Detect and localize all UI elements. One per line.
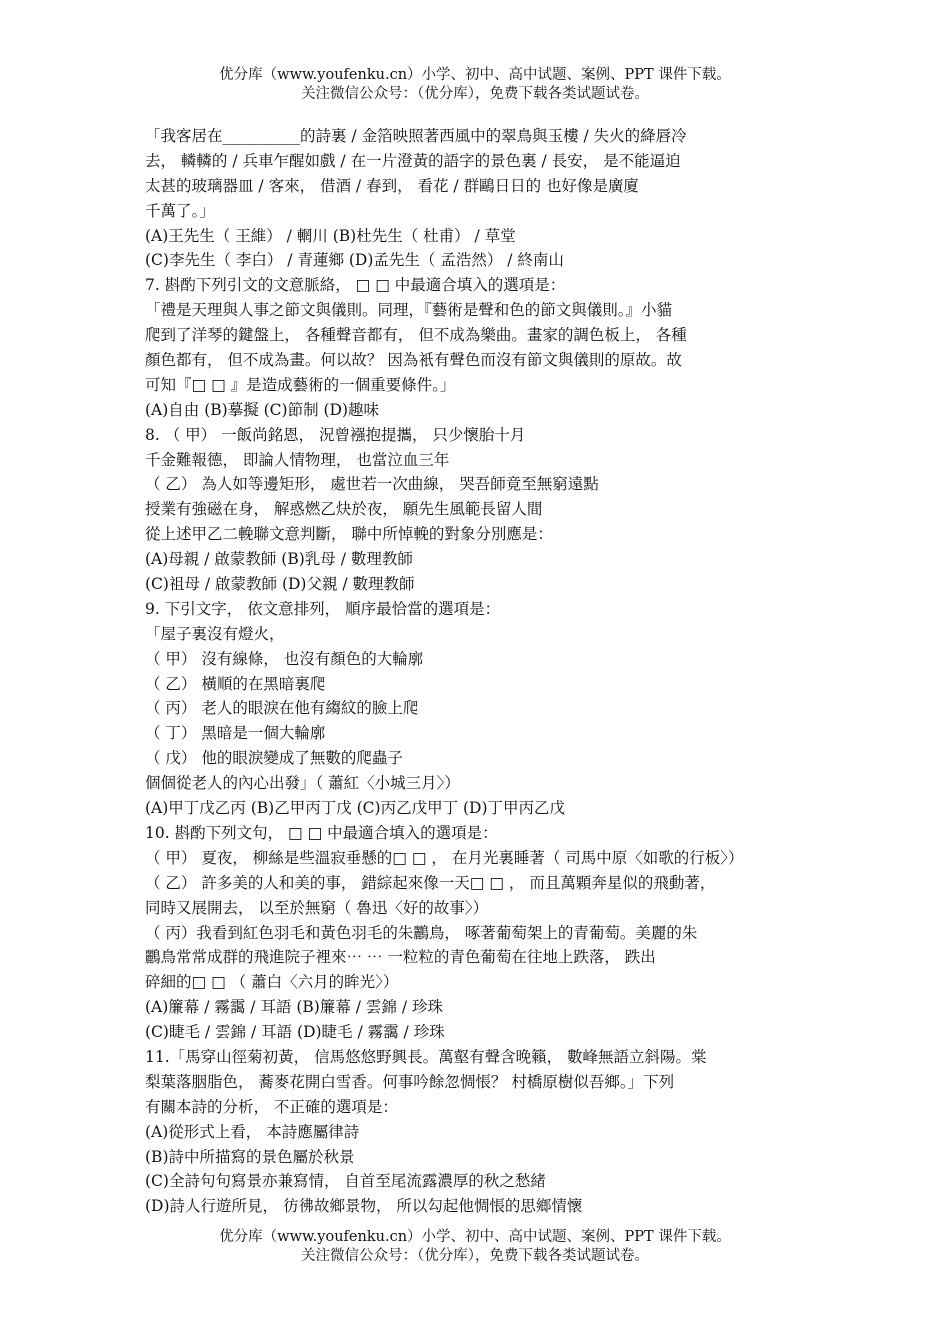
text-line: （ 丙） 老人的眼淚在他有縐紋的臉上爬 (145, 699, 419, 718)
text-line: 太甚的玻璃器皿 / 客來， 借酒 / 春到， 看花 / 群鷗日日的 也好像是廣廈 (145, 176, 640, 195)
text-line: （ 戊） 他的眼淚變成了無數的爬蟲子 (145, 749, 403, 768)
option-line: (C)李先生（ 李白） / 青蓮鄉 (D)孟先生（ 孟浩然） / 終南山 (145, 251, 564, 270)
option-line: (C)全詩句句寫景亦兼寫情， 自首至尾流露濃厚的秋之愁緒 (145, 1172, 546, 1191)
text-line: 梨葉落胭脂色， 蕎麥花開白雪香。何事吟餘忽惆悵？ 村橋原樹似吾鄉。」下列 (145, 1072, 675, 1091)
text-line: （ 丁） 黑暗是一個大輪廓 (145, 724, 326, 743)
text-line: 授業有強磁在身， 解惑燃乙炔於夜， 願先生風範長留人間 (145, 500, 543, 519)
option-line: (B)詩中所描寫的景色屬於秋景 (145, 1147, 355, 1166)
text-line: 千萬了。」 (145, 201, 215, 220)
text-line: 鸝鳥常常成群的飛進院子裡來⋯ ⋯ 一粒粒的青色葡萄在往地上跌落， 跌出 (145, 948, 656, 967)
text-line: （ 乙） 橫順的在黑暗裏爬 (145, 674, 326, 693)
header-line-1: 优分库（www.youfenku.cn）小学、初中、高中试题、案例、PPT 课件下载。 (219, 67, 731, 83)
question-7: 7. 斟酌下列引文的文意脈絡， □ □ 中最適合填入的選項是： (145, 276, 566, 295)
option-line: (A)母親 / 啟蒙教師 (B)乳母 / 數理教師 (145, 550, 413, 569)
option-line: (A)甲丁戊乙丙 (B)乙甲丙丁戊 (C)丙乙戊甲丁 (D)丁甲丙乙戊 (145, 799, 566, 818)
header-line-2: 关注微信公众号：（优分库），免费下载各类试题试卷。 (301, 86, 649, 102)
text-line: （ 乙） 許多美的人和美的事， 錯綜起來像一天□ □ ， 而且萬顆奔星似的飛動著， (145, 873, 716, 892)
text-line: 去， 轔轔的 / 兵車乍醒如戲 / 在一片澄黃的語字的景色裏 / 長安， 是不能逼迫 (145, 151, 681, 170)
option-line: (C)祖母 / 啟蒙教師 (D)父親 / 數理教師 (145, 575, 415, 594)
question-11: 11.「馬穿山徑菊初黃， 信馬悠悠野興長。萬壑有聲含晚籟， 數峰無語立斜陽。棠 (145, 1047, 707, 1066)
option-line: (A)簾幕 / 霧靄 / 耳語 (B)簾幕 / 雲錦 / 珍珠 (145, 998, 444, 1017)
text-line: 「我客居在__________的詩裏 / 金箔映照著西風中的翠鳥與玉樓 / 失火的絳唇冷 (145, 127, 687, 145)
text-line: 有關本詩的分析， 不正確的選項是： (145, 1097, 398, 1116)
text-line: 「禮是天理與人事之節文與儀則。同理，『藝術是聲和色的節文與儀則。』小貓 (145, 301, 673, 320)
text-line: 從上述甲乙二輓聯文意判斷， 聯中所悼輓的對象分別應是： (145, 525, 553, 544)
option-line: (D)詩人行遊所見， 彷彿故鄉景物， 所以勾起他惆悵的思鄉情懷 (145, 1197, 583, 1216)
option-line: (A)自由 (B)摹擬 (C)節制 (D)趣味 (145, 400, 380, 419)
text-line: 同時又展開去， 以至於無窮（ 魯迅〈好的故事〉） (145, 898, 489, 917)
footer-line-1: 优分库（www.youfenku.cn）小学、初中、高中试题、案例、PPT 课件下载。 (219, 1229, 731, 1245)
option-line: (A)從形式上看， 本詩應屬律詩 (145, 1122, 360, 1141)
option-line: (C)睫毛 / 雲錦 / 耳語 (D)睫毛 / 霧靄 / 珍珠 (145, 1023, 445, 1042)
text-line: （ 丙）我看到紅色羽毛和黃色羽毛的朱鸝鳥， 啄著葡萄架上的青葡萄。美麗的朱 (145, 923, 698, 942)
question-9: 9. 下引文字， 依文意排列， 順序最恰當的選項是： (145, 599, 501, 618)
page-footer (0, 1228, 950, 1266)
footer-line-2: 关注微信公众号：（优分库），免费下载各类试题试卷。 (301, 1248, 649, 1264)
question-8: 8. （ 甲） 一飯尚銘恩， 況曾襁抱提攜， 只少懷胎十月 (145, 425, 526, 444)
text-line: 碎細的□ □ （ 蕭白〈六月的眸光〉） (145, 973, 399, 992)
exam-content (145, 124, 805, 1219)
text-line: 個個從老人的內心出發」（ 蕭紅〈小城三月〉） (145, 774, 460, 793)
text-line: 千金難報德， 即論人情物理， 也當泣血三年 (145, 450, 450, 469)
text-line: 顏色都有， 但不成為畫。何以故？ 因為衹有聲色而沒有節文與儀則的原故。故 (145, 351, 682, 370)
text-line: （ 甲） 夏夜， 柳絲是些溫寂垂懸的□ □ ， 在月光裏睡著（ 司馬中原〈如歌的行板〉） (145, 848, 744, 867)
option-line: (A)王先生（ 王維） / 輞川 (B)杜先生（ 杜甫） / 草堂 (145, 226, 516, 245)
text-line: 爬到了洋琴的鍵盤上， 各種聲音都有， 但不成為樂曲。畫家的調色板上， 各種 (145, 326, 687, 345)
question-10: 10. 斟酌下列文句， □ □ 中最適合填入的選項是： (145, 823, 498, 842)
text-line: （ 乙） 為人如等邊矩形， 處世若一次曲線， 哭吾師竟至無窮遠點 (145, 475, 599, 494)
text-line: （ 甲） 沒有線條， 也沒有顏色的大輪廓 (145, 649, 424, 668)
text-line: 可知『□ □ 』是造成藝術的一個重要條件。」 (145, 375, 456, 394)
page-header (0, 66, 950, 104)
text-line: 「屋子裏沒有燈火， (145, 624, 285, 643)
